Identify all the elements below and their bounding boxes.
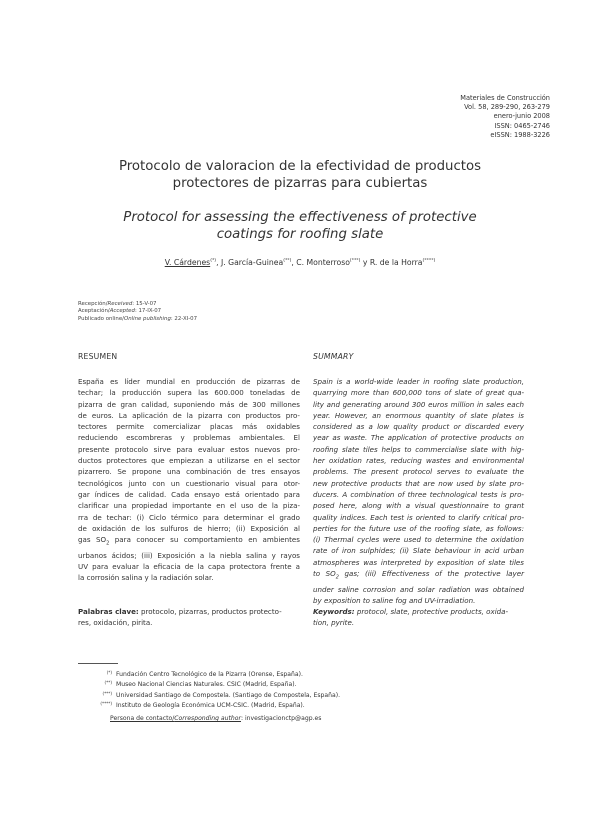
publication-dates [78,301,197,323]
author-garcia-guinea: , J. García-Guinea [216,258,284,267]
title-english: Protocol for assessing the effectiveness of protective coatings for roofing slate [123,210,477,242]
resumen-heading: RESUMEN [78,352,118,361]
journal-name: Materiales de Construcción [460,94,550,102]
resumen-body: España es líder mundial en producción de pizarras de techar; la producción supera las 600.000 toneladas de pizarra de gran calidad, suponiendo más de 300 millones de euros. La aplicación de la pizarra con productos pro- tectores permite comercializar placas más oxidables reduciendo escombreras y problemas ambientales. El presente protocolo sirve para evaluar estos nuevos pro- ductos protectores que empiezan a utilizarse en el sector pizarrero. Se propone una combinación de tres ensayos tecnológicos junto con un cuestionario visual para otor- gar índices de calidad. Cada ensayo está orientado para clarificar una propiedad importante en el uso de la piza- rra de techar: (i) Ciclo térmico para determinar el grado de oxidación de los sulfuros de hierro; (ii) Exposición al gas $SO_2$ para conocer su comportamiento en ambientes urbanos ácidos; (iii) Exposición a la niebla salina y rayos UV para evaluar la eficacia de la capa protectora frente a la corrosión salina y la radiación solar. [78,377,300,583]
footnote-item: (****) Instituto de Geología Económica UCM-CSIC. (Madrid, España). [100,701,305,710]
journal-volume: Vol. 58, 289-290, 263-279 [464,103,550,112]
footnote-item: (*) Fundación Centro Tecnológico de la Pizarra (Orense, España). [106,670,303,678]
author-cardenes: V. Cárdenes [164,258,211,267]
journal-info [460,94,550,140]
journal-eissn: eISSN: 1988-3226 [490,130,550,139]
footnotes [78,670,340,712]
footnote-divider [78,663,118,664]
journal-issn: ISSN: 0465-2746 [494,121,550,130]
journal-date: enero-junio 2008 [493,112,550,121]
palabras-clave: Palabras clave: protocolo, pizarras, productos protecto- res, oxidación, pirita. [78,607,282,627]
received-date: Recepción/Received: 15-V-07 [78,301,157,307]
accepted-date: Aceptación/Accepted: 17-IX-07 [78,308,162,315]
footnote-item: (***) Universidad Santiago de Compostela. (Santiago de Compostela, España). [102,690,341,699]
contact-email-link[interactable]: investigacionctp@agp.es [244,715,322,722]
title-spanish: Protocolo de valoracion de la efectividad de productos protectores de pizarras para cubiertas [118,159,482,191]
author-de-la-horra: y R. de la Horra [360,258,423,267]
summary-body: Spain is a world-wide leader in roofing slate production, quarrying more than 600,000 tons of slate of great qua- lity and generating around 300 euros million in sales each year. However, an enormous quantity of slate plates is considered as a low quality product or discarded every year as waste. The application of protective products on roofing slate tiles helps to commercialise slate with hig- her oxidation rates, reducing wastes and environmental problems. The present protocol serves to evaluate the new protective products that are now used by slate pro- ducers. A combination of three technological tests is pro- posed here, along with a visual questionnaire to grant quality indices. Each test is oriented to clarify critical pro- perties for the future use of the roofing slate, as follows: (i) Thermal cycles were used to determine the oxidation rate of iron sulphides; (ii) Slate behaviour in acid urban atmospheres was interpreted by exposition of slate tiles to $SO_2$ gas; (iii) Effectiveness of the protective layer under saline corrosion and solar radiation was obtained by exposition to saline fog and UV-irradiation. [313,377,524,606]
summary-heading: SUMMARY [313,352,354,361]
footnote-item: (**) Museo Nacional Ciencias Naturales. CSIC (Madrid, España). [104,680,297,689]
author-list: V. Cárdenes(*), J. García-Guinea(**), C. Monterroso(***) y R. de la Horra(****) [164,258,436,267]
corresponding-author: Persona de contacto/Corresponding author: investigacionctp@agp.es [110,715,322,722]
published-date: Publicado online/Online publishing: 22-XI-07 [78,315,198,322]
author-monterroso: , C. Monterroso [291,258,350,267]
keywords: Keywords: protocol, slate, protective products, oxida- tion, pyrite. [313,607,509,627]
